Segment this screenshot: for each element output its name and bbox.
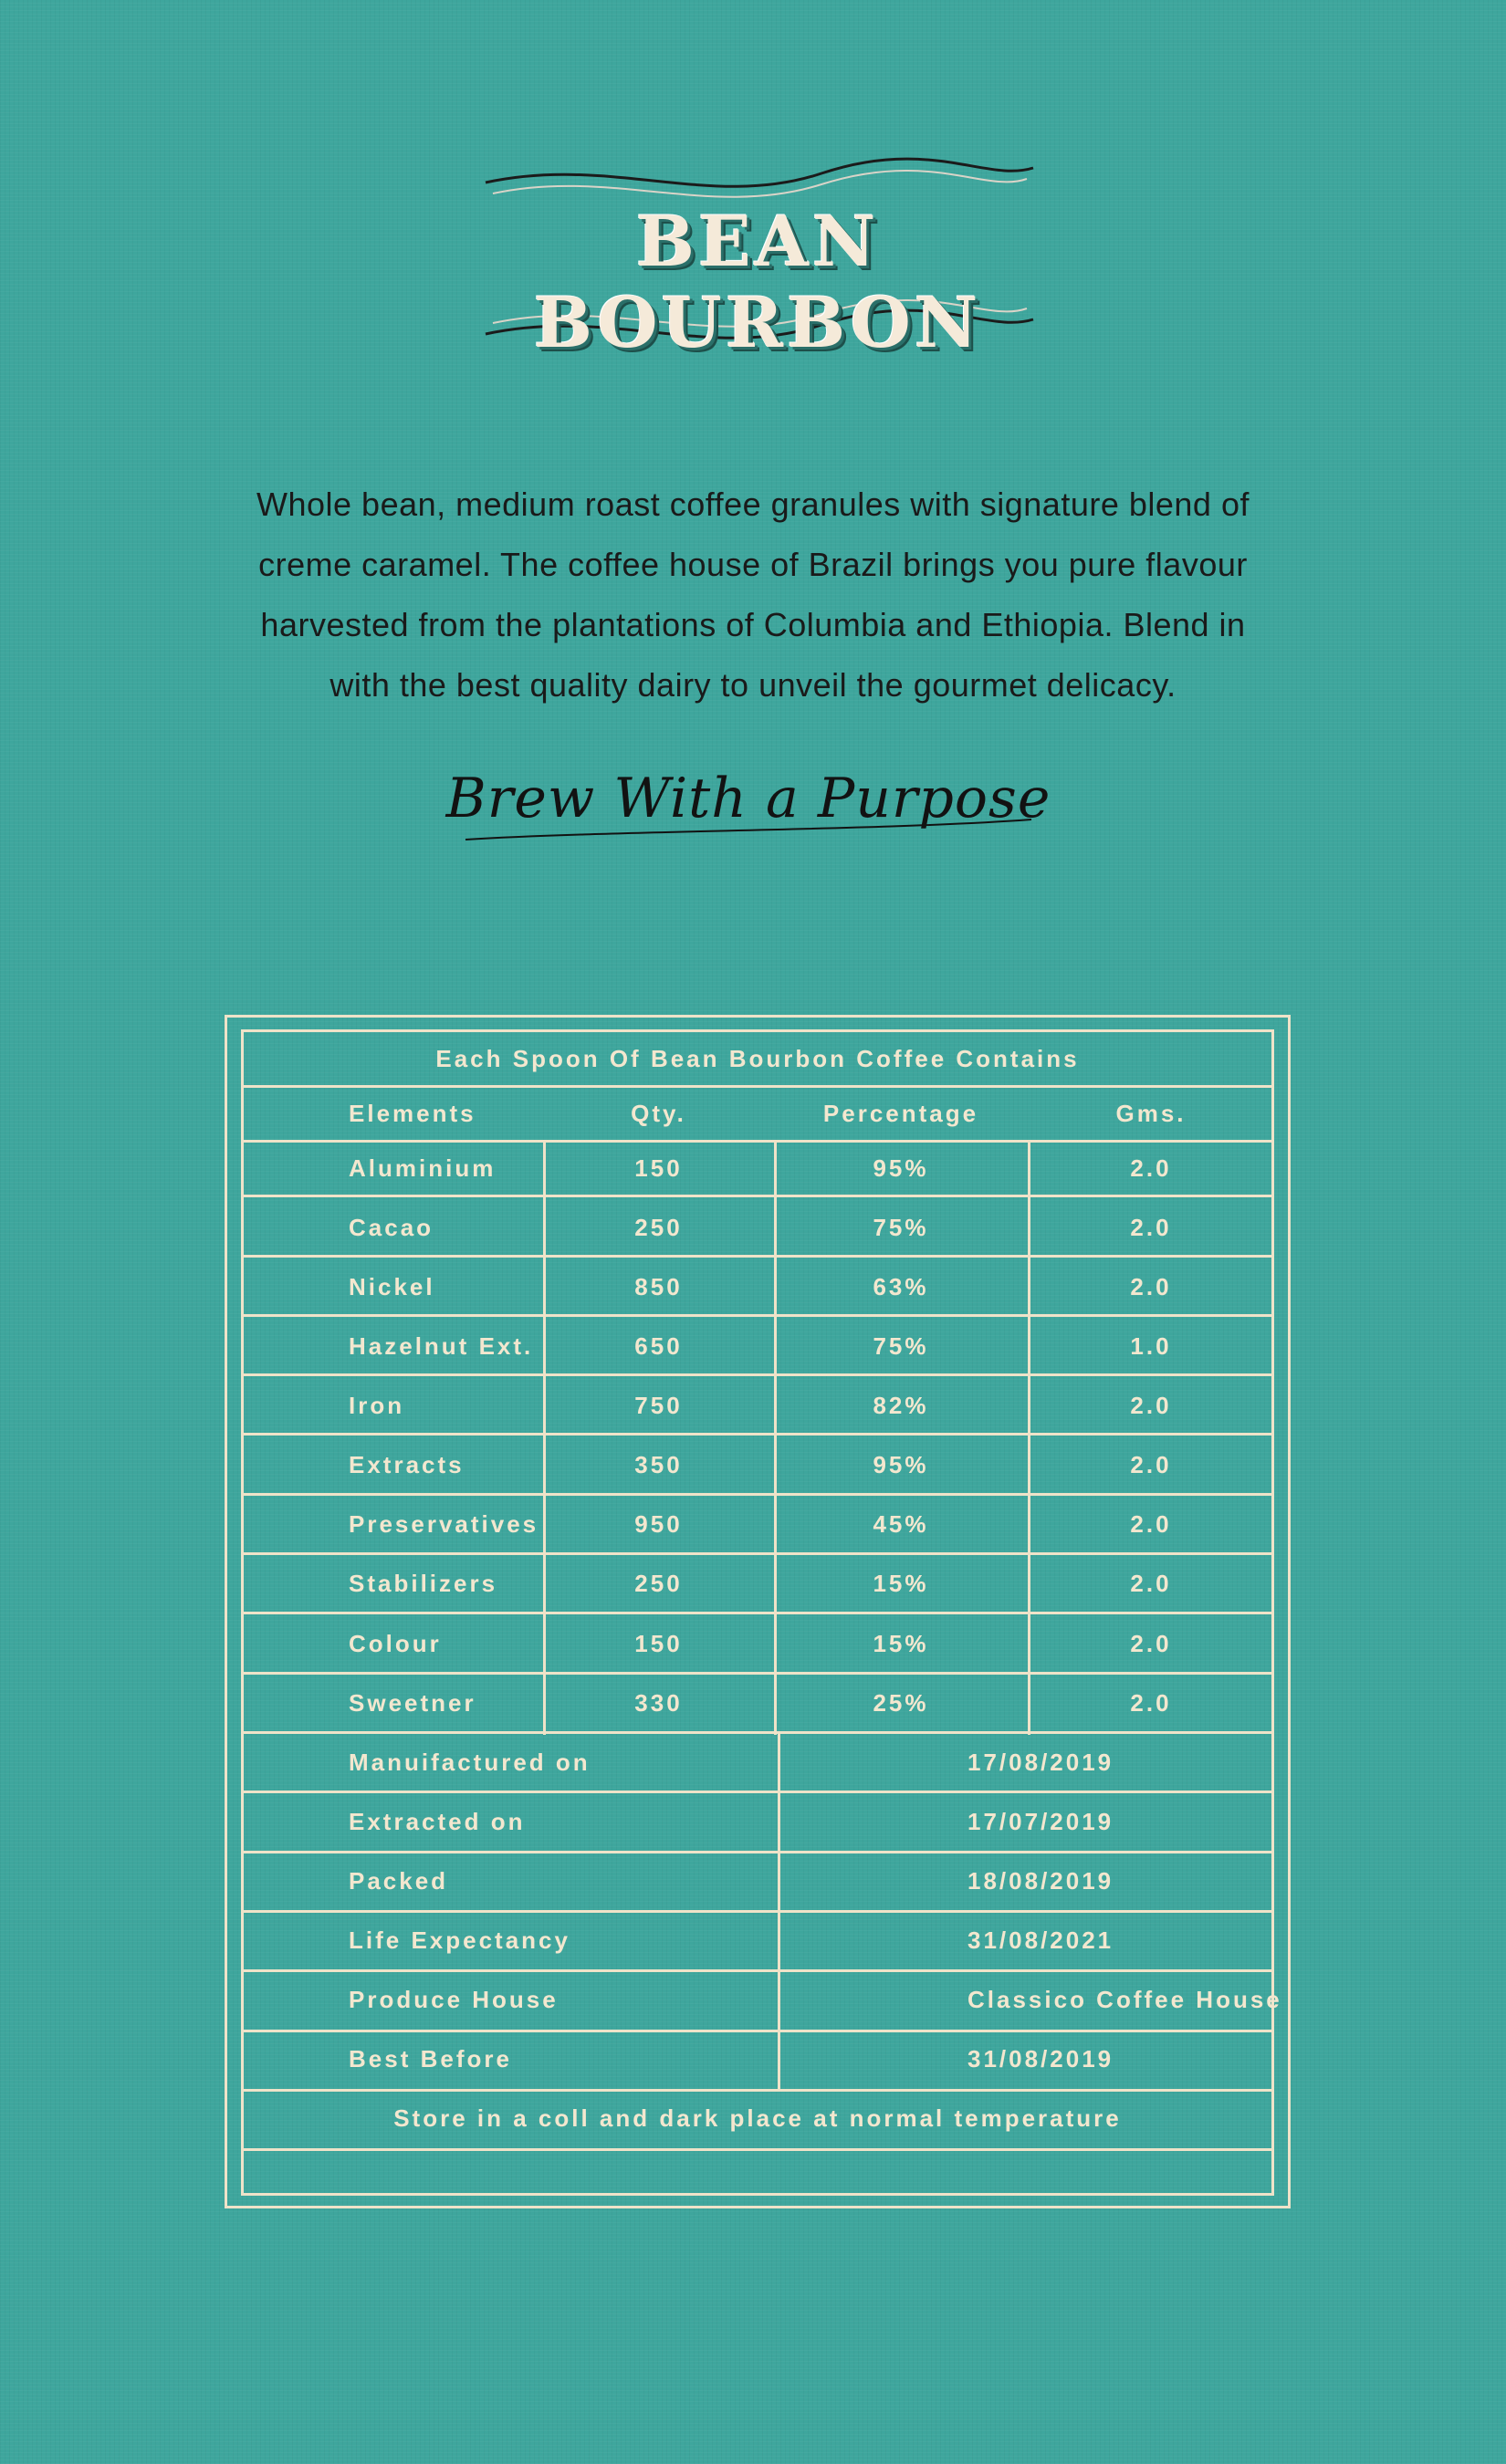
row-percentage: 95%: [873, 1451, 929, 1478]
table-rule: [241, 1552, 1274, 1555]
table-rule: [241, 1085, 1274, 1088]
table-rule: [241, 1791, 1274, 1793]
row-percentage: 95%: [873, 1154, 929, 1182]
header-elements: Elements: [349, 1100, 476, 1127]
table-rule: [241, 1255, 1274, 1258]
row-gms: 2.0: [1130, 1154, 1172, 1182]
brand-name: BEAN BOURBON: [533, 201, 982, 363]
row-element: Extracts: [349, 1451, 465, 1478]
row-element: Preservatives: [349, 1510, 539, 1538]
info-label: Packed: [349, 1867, 449, 1895]
table-rule: [241, 2030, 1274, 2032]
tagline-underline-flourish: [429, 803, 1068, 858]
info-label: Extracted on: [349, 1808, 526, 1835]
table-rule: [241, 1672, 1274, 1675]
info-value: 17/07/2019: [967, 1808, 1114, 1835]
row-element: Colour: [349, 1630, 442, 1657]
header-qty: Qty.: [631, 1100, 686, 1127]
table-rule: [241, 1731, 1274, 1734]
row-gms: 1.0: [1130, 1332, 1172, 1360]
table-rule: [241, 1140, 1274, 1143]
info-value: 17/08/2019: [967, 1749, 1114, 1776]
row-element: Stabilizers: [349, 1570, 498, 1597]
table-rule: [241, 1195, 1274, 1197]
table-column-divider: [778, 1731, 780, 2092]
info-value: 18/08/2019: [967, 1867, 1114, 1895]
row-gms: 2.0: [1130, 1451, 1172, 1478]
info-label: Produce House: [349, 1986, 559, 2013]
row-qty: 350: [634, 1451, 683, 1478]
brand-logo: [475, 155, 1041, 365]
row-gms: 2.0: [1130, 1273, 1172, 1300]
row-qty: 850: [634, 1273, 683, 1300]
row-qty: 250: [634, 1214, 683, 1241]
row-element: Hazelnut Ext.: [349, 1332, 534, 1360]
row-element: Sweetner: [349, 1689, 476, 1717]
row-element: Iron: [349, 1392, 405, 1419]
table-rule: [241, 1969, 1274, 1972]
info-label: Best Before: [349, 2045, 512, 2072]
info-label: Manuifactured on: [349, 1749, 591, 1776]
table-title: Each Spoon Of Bean Bourbon Coffee Contains: [435, 1045, 1080, 1072]
table-rule: [241, 2148, 1274, 2151]
row-percentage: 15%: [873, 1630, 929, 1657]
row-qty: 150: [634, 1630, 683, 1657]
row-qty: 250: [634, 1570, 683, 1597]
info-label: Life Expectancy: [349, 1926, 570, 1954]
row-element: Aluminium: [349, 1154, 497, 1182]
table-rule: [241, 2089, 1274, 2092]
row-element: Cacao: [349, 1214, 434, 1241]
row-percentage: 15%: [873, 1570, 929, 1597]
row-gms: 2.0: [1130, 1214, 1172, 1241]
row-percentage: 75%: [873, 1332, 929, 1360]
table-rule: [241, 1851, 1274, 1853]
row-gms: 2.0: [1130, 1570, 1172, 1597]
table-rule: [241, 1910, 1274, 1913]
header-gms: Gms.: [1115, 1100, 1187, 1127]
row-percentage: 45%: [873, 1510, 929, 1538]
header-percentage: Percentage: [822, 1100, 979, 1127]
info-value: 31/08/2019: [967, 2045, 1114, 2072]
row-percentage: 63%: [873, 1273, 929, 1300]
row-percentage: 75%: [873, 1214, 929, 1241]
row-gms: 2.0: [1130, 1630, 1172, 1657]
info-value: Classico Coffee House: [967, 1986, 1282, 2013]
table-rule: [241, 1373, 1274, 1376]
row-gms: 2.0: [1130, 1689, 1172, 1717]
row-percentage: 82%: [873, 1392, 929, 1419]
tagline: Brew With a Purpose: [445, 767, 1051, 830]
product-description: Whole bean, medium roast coffee granules with signature blend of creme caramel. The coffee house of Brazil brings you pure flavour harvested from the plantations of Columbia and Ethiopia. Blend in with the best quality dairy to unveil the gourmet delicacy.: [256, 485, 1250, 704]
row-element: Nickel: [349, 1273, 435, 1300]
row-gms: 2.0: [1130, 1392, 1172, 1419]
row-gms: 2.0: [1130, 1510, 1172, 1538]
row-qty: 330: [634, 1689, 683, 1717]
row-qty: 150: [634, 1154, 683, 1182]
table-rule: [241, 1433, 1274, 1436]
storage-note: Store in a coll and dark place at normal temperature: [393, 2104, 1122, 2132]
table-rule: [241, 1493, 1274, 1496]
table-rule: [241, 1314, 1274, 1317]
info-value: 31/08/2021: [967, 1926, 1114, 1954]
row-qty: 650: [634, 1332, 683, 1360]
row-percentage: 25%: [873, 1689, 929, 1717]
table-rule: [241, 1612, 1274, 1614]
row-qty: 950: [634, 1510, 683, 1538]
row-qty: 750: [634, 1392, 683, 1419]
